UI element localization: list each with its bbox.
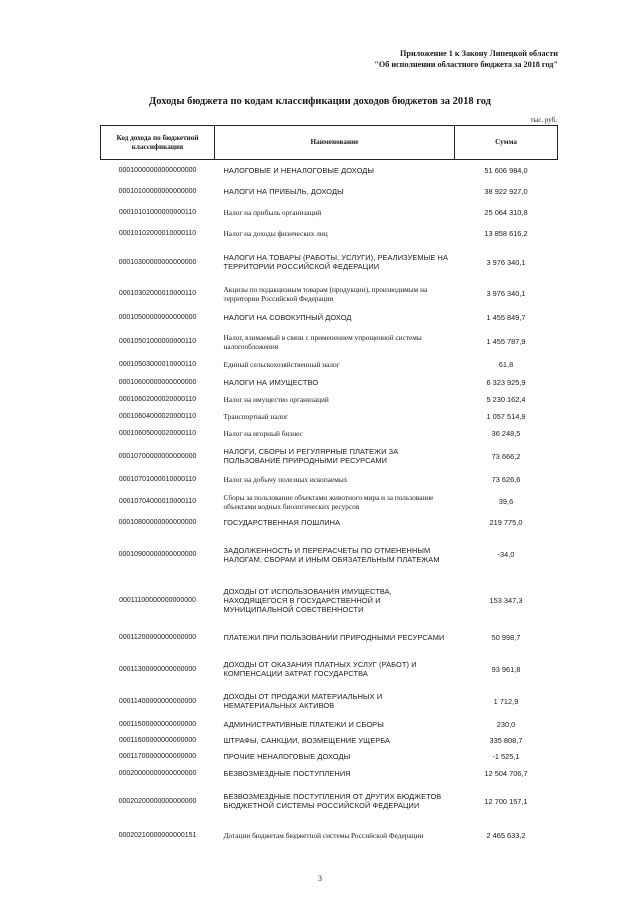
row-sum: 230,0 [496,720,516,729]
row-name: ГОСУДАРСТВЕННАЯ ПОШЛИНА [223,518,341,527]
row-sum: 3 976 340,1 [486,289,526,298]
row-code: 00011500000000000000 [118,721,197,728]
row-code: 00011700000000000000 [118,753,197,760]
row-code: 00011200000000000000 [118,633,197,641]
row-name: Единый сельскохозяйственный налог [223,360,340,369]
row-code: 00010102000010000110 [118,229,197,237]
row-code: 00020200000000000000 [118,797,197,805]
row-sum: 153 347,3 [489,595,523,605]
row-name: Налог на имущество организаций [223,394,329,404]
table-row [101,531,558,579]
table-row [101,686,558,717]
row-code: 00011100000000000000 [119,596,196,604]
row-code: 00010500000000000000 [118,313,197,321]
units-label: тыс. руб. [530,116,557,124]
row-code: 00011600000000000000 [118,737,197,744]
table-row [101,244,558,281]
row-name: БЕЗВОЗМЕЗДНЫЕ ПОСТУПЛЕНИЯ [223,768,351,778]
table-row [101,579,558,622]
table-row [101,160,558,181]
row-name: Налог на добычу полезных ископаемых [223,475,348,484]
row-code: 00010100000000000000 [118,187,197,195]
table-row [101,782,558,821]
row-code: 00020000000000000000 [118,769,197,777]
row-code: 00010101000000000110 [118,208,197,216]
row-code: 00010600000000000000 [118,378,197,386]
table-body [101,160,558,850]
row-name: Сборы за пользование объектами животного мира и за пользование объектами водных биологических ресурсов [223,492,434,511]
table-row [101,408,558,425]
row-name: ДОХОДЫ ОТ ИСПОЛЬЗОВАНИЯ ИМУЩЕСТВА, НАХОДЯЩЕГОСЯ В ГОСУДАРСТВЕННОЙ И МУНИЦИПАЛЬНОЙ СОБСТВЕННОСТИ [223,586,392,614]
table-row [101,442,558,471]
table-row [101,489,558,515]
table-row [101,515,558,531]
row-code: 00010701000010000110 [118,476,197,483]
row-name: НАЛОГИ, СБОРЫ И РЕГУЛЯРНЫЕ ПЛАТЕЖИ ЗА ПОЛЬЗОВАНИЕ ПРИРОДНЫМИ РЕСУРСАМИ [223,447,399,465]
table-row [101,471,558,489]
table-row [101,356,558,374]
row-name: ДОХОДЫ ОТ ПРОДАЖИ МАТЕРИАЛЬНЫХ И НЕМАТЕРИАЛЬНЫХ АКТИВОВ [223,692,383,710]
table-row [101,765,558,782]
row-code: 00020210000000000151 [118,831,197,839]
row-name: НАЛОГИ НА СОВОКУПНЫЙ ДОХОД [223,312,352,322]
row-sum: 6 323 925,9 [486,377,526,387]
row-name: ЗАДОЛЖЕННОСТЬ И ПЕРЕРАСЧЕТЫ ПО ОТМЕНЕННЫМ НАЛОГАМ, СБОРАМ И ИНЫМ ОБЯЗАТЕЛЬНЫМ ПЛАТЕЖАМ [223,545,440,564]
table-row [101,749,558,765]
row-code: 00010704000010000110 [118,498,197,505]
row-sum: 61,8 [498,360,514,369]
table-row [101,374,558,391]
appendix-header [338,48,558,70]
row-sum: 25 064 310,8 [484,207,528,217]
row-name: Налог, взимаемый в связи с применением упрощенной системы налогообложения [223,332,422,351]
row-sum: 1 455 849,7 [486,312,526,322]
table-row [101,391,558,408]
row-name: НАЛОГОВЫЕ И НЕНАЛОГОВЫЕ ДОХОДЫ [223,165,375,175]
row-sum: 219 775,0 [489,518,523,527]
row-name: Налог на прибыль организаций [223,207,322,217]
table-row [101,821,558,850]
row-code: 00011300000000000000 [118,665,197,673]
table-row [101,733,558,749]
row-code: 00011400000000000000 [118,697,197,705]
row-name: ПЛАТЕЖИ ПРИ ПОЛЬЗОВАНИИ ПРИРОДНЫМИ РЕСУРСАМИ [223,632,445,642]
table-row [101,425,558,442]
row-sum: 13 858 616,2 [484,228,528,238]
header-name: Наименование [215,126,455,160]
row-name: Налог на доходы физических лиц [223,228,328,238]
row-name: НАЛОГИ НА ТОВАРЫ (РАБОТЫ, УСЛУГИ), РЕАЛИЗУЕМЫЕ НА ТЕРРИТОРИИ РОССИЙСКОЙ ФЕДЕРАЦИИ [223,253,448,271]
document-title: Доходы бюджета по кодам классификации доходов бюджетов за 2018 год [149,96,491,107]
header-code: Код дохода по бюджетной классификации [101,126,215,160]
row-code: 00010800000000000000 [118,519,197,526]
row-name: Акцизы по подакцизным товарам (продукции), производимым на территории Российской Федерации [223,284,428,303]
row-sum: 51 606 984,0 [484,165,528,175]
row-sum: 39,6 [498,497,514,506]
table-row [101,717,558,733]
table-row [101,223,558,244]
row-sum: 73 626,6 [491,475,521,484]
income-table [100,125,558,850]
row-name: ПРОЧИЕ НЕНАЛОГОВЫЕ ДОХОДЫ [223,752,351,761]
row-sum: -34,0 [497,550,515,559]
row-sum: 1 057 514,9 [486,411,526,421]
row-sum: 93 961,8 [491,664,521,674]
row-sum: 1 455 787,9 [486,337,526,346]
page-number: 3 [318,874,322,883]
row-code: 00010300000000000000 [118,258,197,266]
appendix-line-2: "Об исполнении областного бюджета за 2018 год" [374,60,558,69]
row-name: ДОХОДЫ ОТ ОКАЗАНИЯ ПЛАТНЫХ УСЛУГ (РАБОТ) И КОМПЕНСАЦИИ ЗАТРАТ ГОСУДАРСТВА [223,660,417,678]
row-code: 00010900000000000000 [118,551,197,558]
row-name: БЕЗВОЗМЕЗДНЫЕ ПОСТУПЛЕНИЯ ОТ ДРУГИХ БЮДЖЕТОВ БЮДЖЕТНОЙ СИСТЕМЫ РОССИЙСКОЙ ФЕДЕРАЦИИ [223,792,442,810]
row-sum: 73 666,2 [491,451,521,461]
row-sum: 2 465 633,2 [486,830,526,840]
table-row [101,281,558,307]
row-sum: 1 712,9 [493,696,519,706]
row-name: ШТРАФЫ, САНКЦИИ, ВОЗМЕЩЕНИЕ УЩЕРБА [223,736,391,745]
row-name: Транспортный налог [223,411,289,421]
row-code: 00010605000020000110 [118,429,197,437]
appendix-line-1: Приложение 1 к Закону Липецкой области [400,49,558,58]
table-row [101,307,558,328]
row-code: 00010302000010000110 [118,290,197,297]
row-name: Налог на игорный бизнес [223,428,303,438]
row-sum: 3 976 340,1 [486,257,526,267]
header-sum: Сумма [455,126,558,160]
row-code: 00010604000020000110 [118,412,197,420]
row-sum: -1 525,1 [492,752,520,761]
table-row [101,181,558,202]
row-sum: 12 504 706,7 [484,768,528,778]
row-code: 00010501000000000110 [118,338,197,345]
table-row [101,202,558,223]
row-code: 00010602000020000110 [118,395,197,403]
row-code: 00010000000000000000 [118,166,197,174]
row-sum: 335 808,7 [489,736,523,745]
row-sum: 5 230 162,4 [486,394,526,404]
row-sum: 38 922 927,0 [484,186,528,196]
table-header-row [101,126,558,160]
row-name: Дотации бюджетам бюджетной системы Российской Федерации [223,830,424,840]
row-code: 00010700000000000000 [118,452,197,460]
table-row [101,328,558,356]
row-name: НАЛОГИ НА ИМУЩЕСТВО [223,377,319,387]
row-name: НАЛОГИ НА ПРИБЫЛЬ, ДОХОДЫ [223,186,344,196]
row-code: 00010503000010000110 [118,361,197,368]
row-sum: 36 248,5 [491,428,521,438]
table-row [101,622,558,653]
row-name: АДМИНИСТРАТИВНЫЕ ПЛАТЕЖИ И СБОРЫ [223,720,384,729]
row-sum: 50 998,7 [491,632,521,642]
row-sum: 12 700 157,1 [484,796,528,806]
table-row [101,653,558,686]
